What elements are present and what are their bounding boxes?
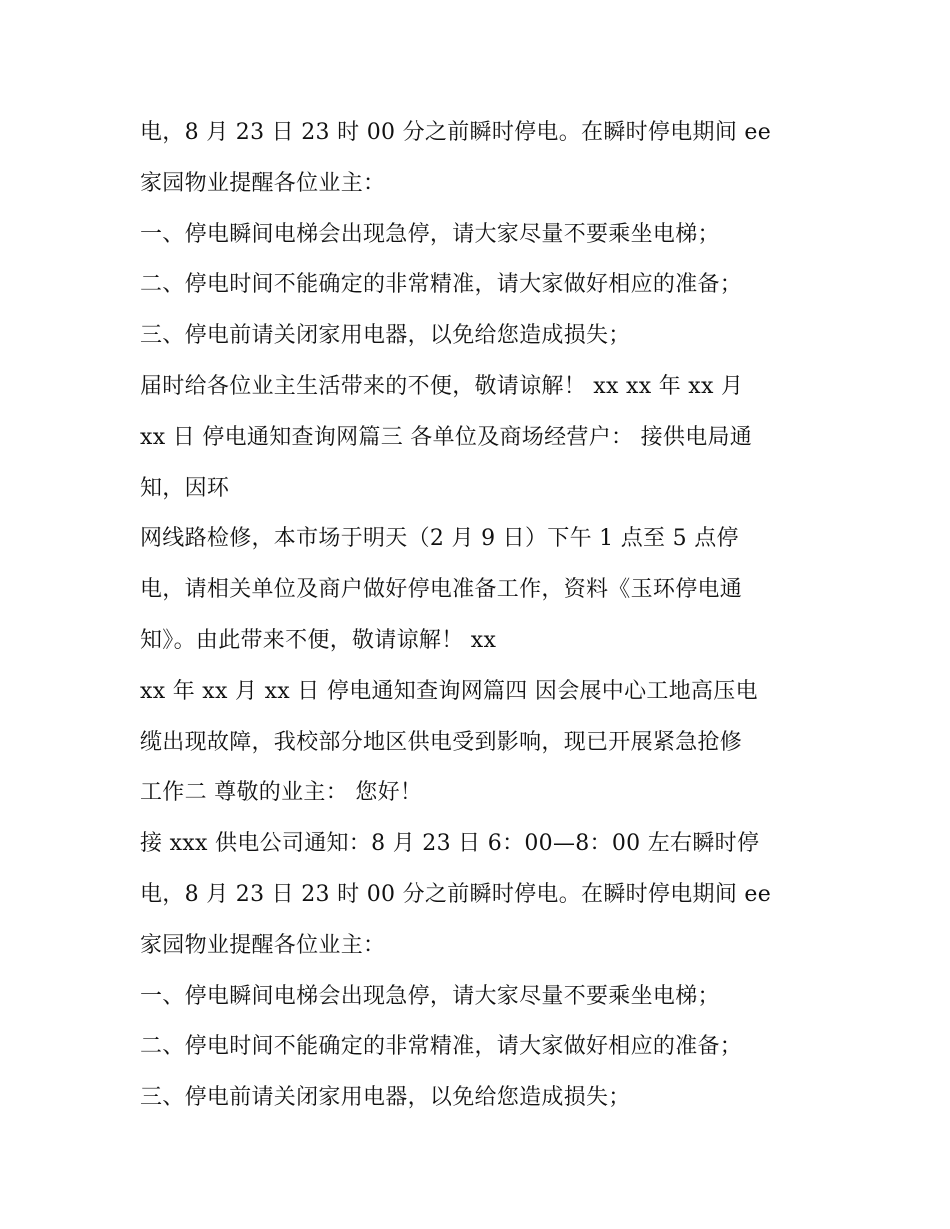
text-line: 三、停电前请关闭家用电器，以免给您造成损失； <box>140 1085 631 1111</box>
text-line: 二、停电时间不能确定的非常精准，请大家做好相应的准备； <box>140 272 743 298</box>
text-line: 接 xxx 供电公司通知：8 月 23 日 6：00—8：00 左右瞬时停 <box>140 831 760 857</box>
text-line: 家园物业提醒各位业主： <box>140 170 386 196</box>
text-line: 知》。由此带来不便，敬请谅解！ xx <box>140 627 497 653</box>
text-line: 家园物业提醒各位业主： <box>140 932 386 958</box>
text-line: 缆出现故障，我校部分地区供电受到影响，现已开展紧急抢修 <box>140 729 743 755</box>
text-line: 网线路检修，本市场于明天（2 月 9 日）下午 1 点至 5 点停 <box>140 526 739 552</box>
text-line: 知，因环 <box>140 475 230 501</box>
text-line: 一、停电瞬间电梯会出现急停，请大家尽量不要乘坐电梯； <box>140 221 720 247</box>
text-line: 届时给各位业主生活带来的不便，敬请谅解！ xx xx 年 xx 月 <box>140 373 744 399</box>
text-line: xx 年 xx 月 xx 日 停电通知查询网篇四 因会展中心工地高压电 <box>140 678 758 704</box>
text-line: 电，8 月 23 日 23 时 00 分之前瞬时停电。在瞬时停电期间 ee <box>140 120 772 145</box>
text-line: 三、停电前请关闭家用电器，以免给您造成损失； <box>140 323 631 349</box>
document-body <box>140 108 830 1124</box>
text-line: 工作二 尊敬的业主： 您好！ <box>140 780 423 806</box>
text-line: xx 日 停电通知查询网篇三 各单位及商场经营户： 接供电局通 <box>140 424 753 450</box>
text-line: 二、停电时间不能确定的非常精准，请大家做好相应的准备； <box>140 1034 743 1060</box>
text-line: 电，请相关单位及商户做好停电准备工作，资料《玉环停电通 <box>140 577 743 603</box>
text-line: 电，8 月 23 日 23 时 00 分之前瞬时停电。在瞬时停电期间 ee <box>140 881 772 907</box>
text-line: 一、停电瞬间电梯会出现急停，请大家尽量不要乘坐电梯； <box>140 983 720 1009</box>
